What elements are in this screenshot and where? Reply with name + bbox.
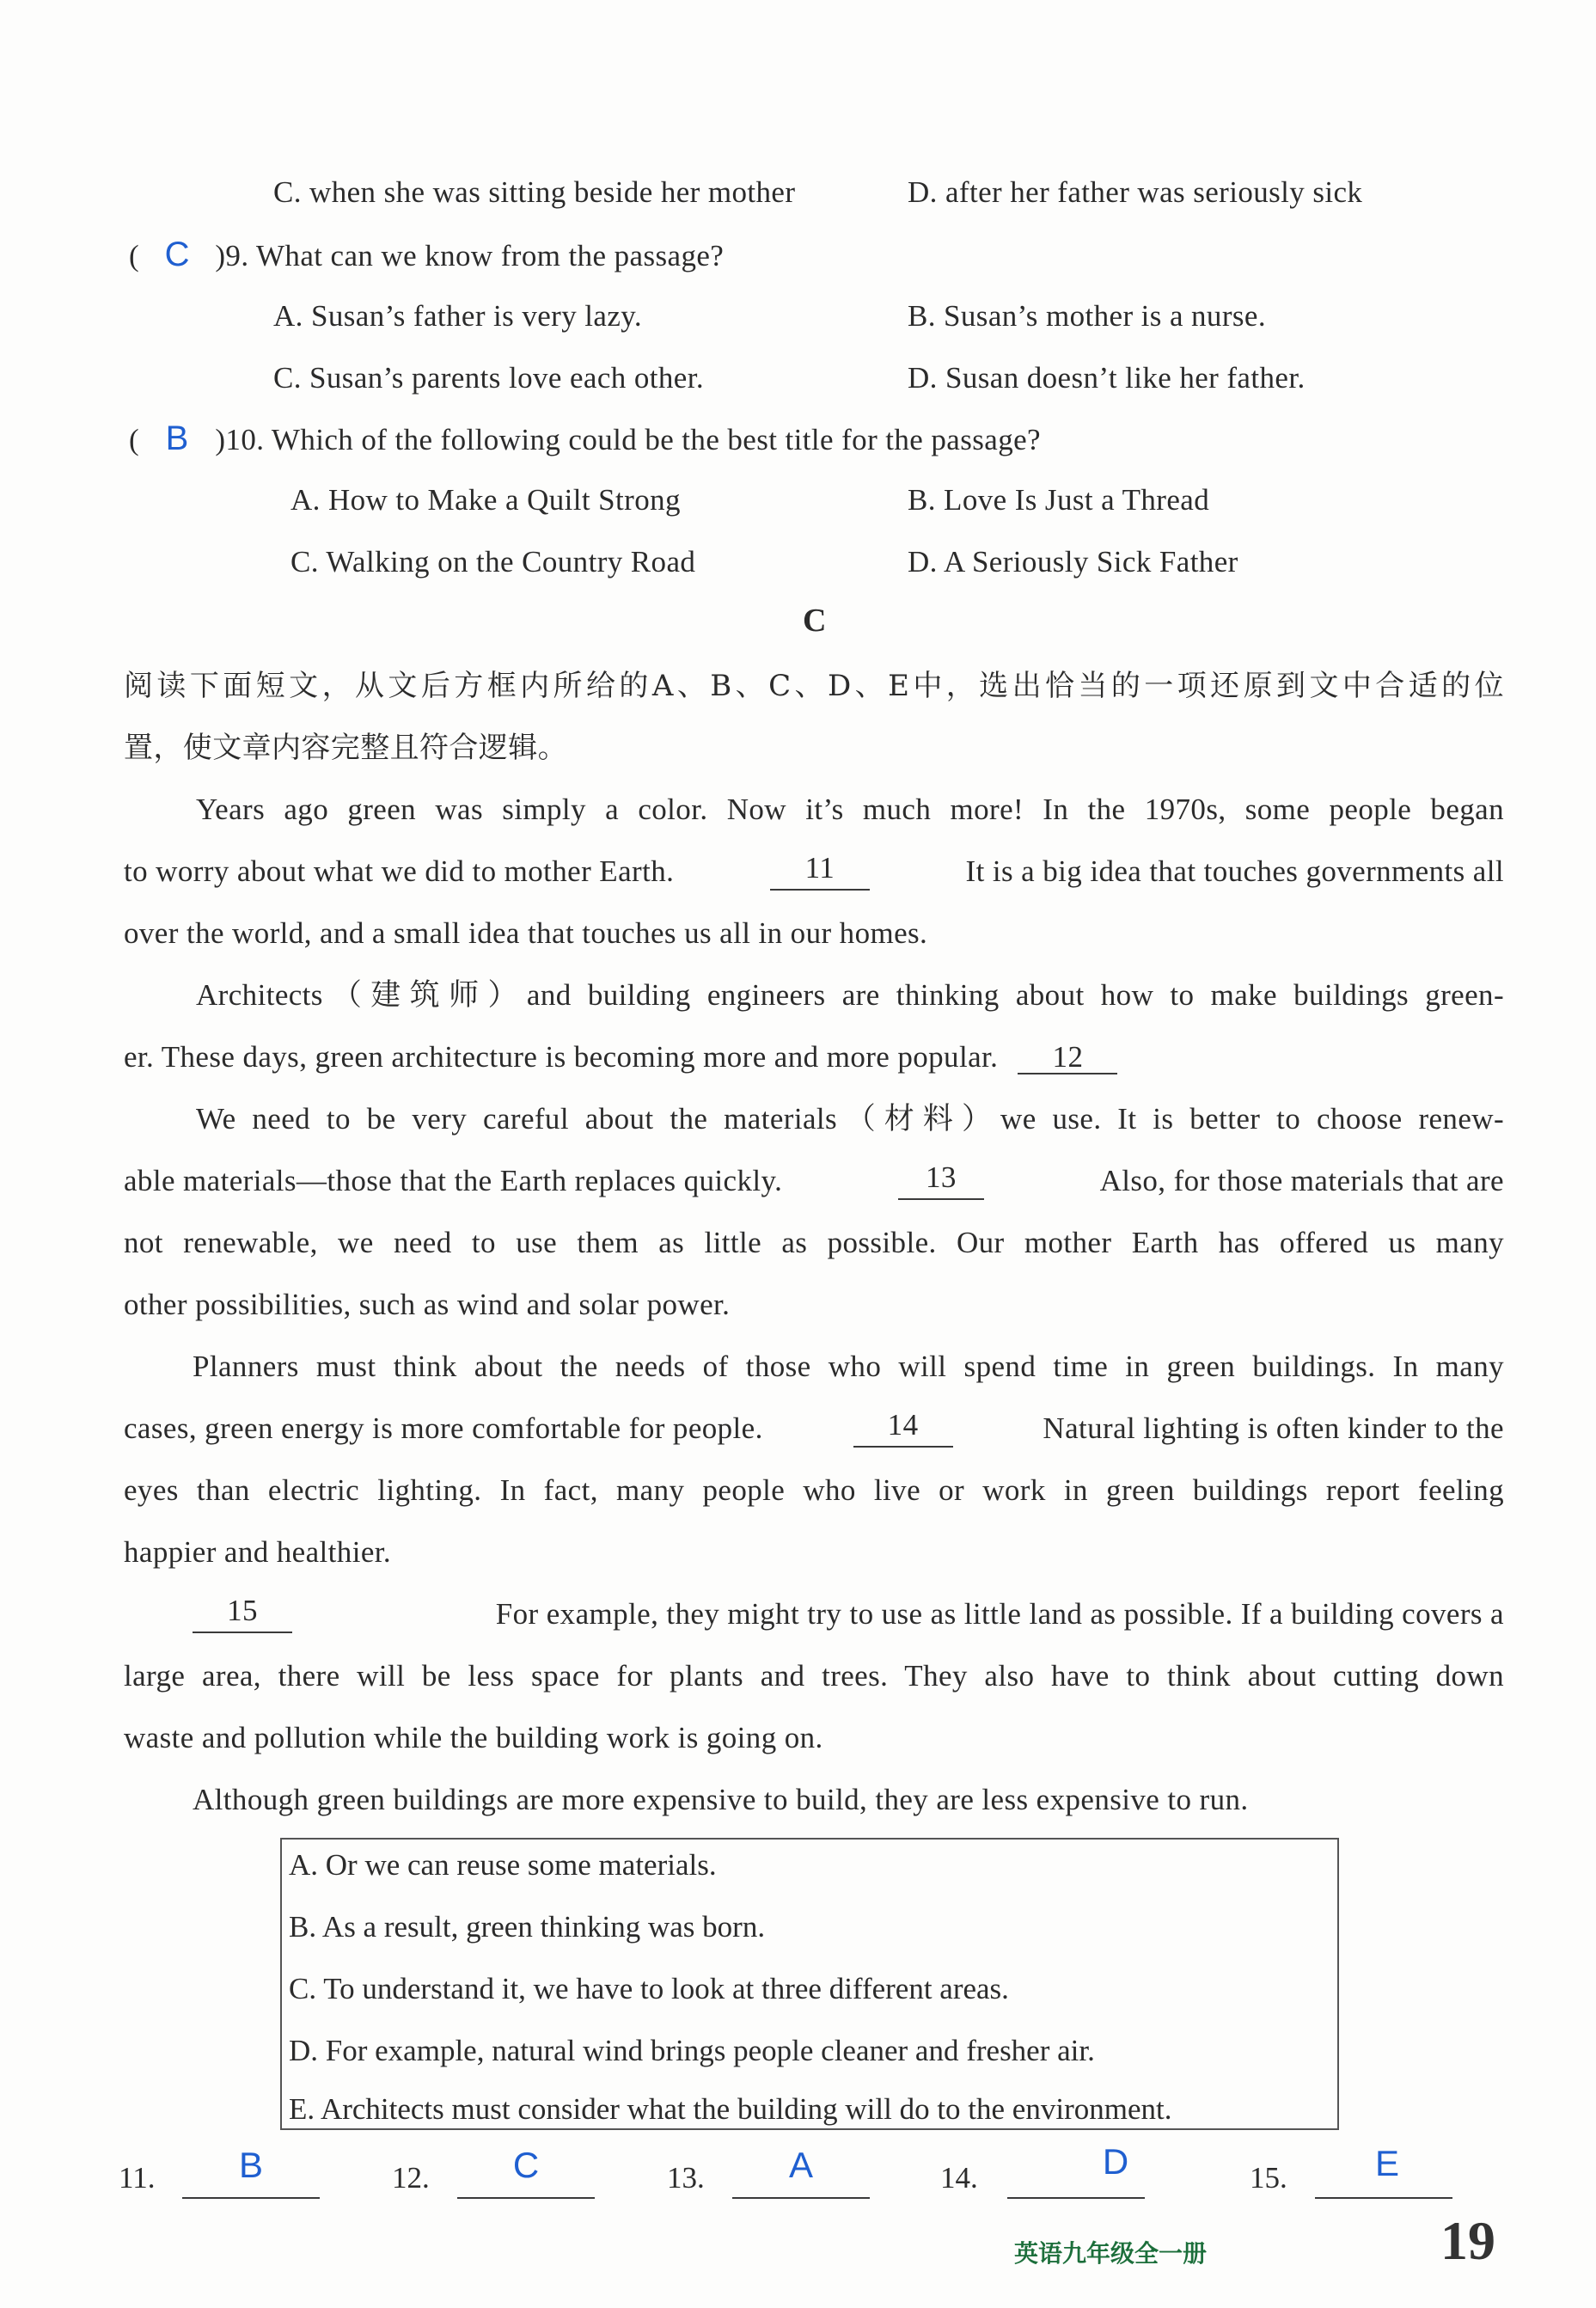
passage-p5-line1 bbox=[193, 1595, 1504, 1633]
passage-p1-line2 bbox=[124, 853, 1504, 891]
passage-text: to worry about what we did to mother Earth. bbox=[124, 854, 675, 888]
blank-15: 15 bbox=[193, 1595, 292, 1633]
q10-stem-line: ( B )10. Which of the following could be the best title for the passage? bbox=[129, 419, 1041, 457]
passage-p4-line1: Planners must think about the needs of those who will spend time in green buildings. In many bbox=[193, 1350, 1504, 1383]
q8-option-c: C. when she was sitting beside her mother bbox=[273, 175, 796, 209]
choice-b: B. As a result, green thinking was born. bbox=[289, 1910, 766, 1944]
answer-15-line bbox=[1315, 2197, 1452, 2199]
passage-p4-line2 bbox=[124, 1410, 1504, 1448]
choice-c: C. To understand it, we have to look at three different areas. bbox=[289, 1972, 1009, 2005]
passage-p5-line2: large area, there will be less space for plants and trees. They also have to think about cutting down bbox=[124, 1659, 1504, 1693]
q9-stem-line: ( C )9. What can we know from the passage? bbox=[129, 236, 725, 273]
answer-12-line bbox=[457, 2197, 595, 2199]
passage-p2-line1: Architects（建筑师）and building engineers are thinking about how to make buildings green- bbox=[196, 978, 1504, 1012]
blank-11: 11 bbox=[770, 853, 870, 891]
q9-option-b: B. Susan’s mother is a nurse. bbox=[908, 299, 1266, 333]
section-c-instruction-1: 阅读下面短文，从文后方框内所给的A、B、C、D、E中，选出恰当的一项还原到文中合适的位 bbox=[124, 669, 1504, 703]
passage-p3-line3: not renewable, we need to use them as little as possible. Our mother Earth has offered us many bbox=[124, 1226, 1504, 1259]
answer-13-value: A bbox=[788, 2145, 813, 2185]
passage-p3-line2 bbox=[124, 1162, 1504, 1200]
passage-p4-line4: happier and healthier. bbox=[124, 1535, 392, 1569]
passage-p3-line4: other possibilities, such as wind and solar power. bbox=[124, 1288, 731, 1321]
passage-p4-line3: eyes than electric lighting. In fact, many people who live or work in green buildings report feeling bbox=[124, 1473, 1504, 1507]
choice-a: A. Or we can reuse some materials. bbox=[289, 1848, 717, 1882]
answer-13-label: 13. bbox=[667, 2161, 705, 2195]
passage-p5-line3: waste and pollution while the building work is going on. bbox=[124, 1721, 823, 1754]
q10-option-a: A. How to Make a Quilt Strong bbox=[290, 483, 681, 517]
answer-12-label: 12. bbox=[392, 2161, 430, 2195]
q10-answer: B bbox=[165, 419, 189, 457]
passage-p3-line1: We need to be very careful about the materials（材料）we use. It is better to choose renew- bbox=[196, 1102, 1504, 1136]
q8-option-d: D. after her father was seriously sick bbox=[908, 175, 1363, 209]
passage-text: able materials—those that the Earth replaces quickly. bbox=[124, 1164, 783, 1197]
blank-13: 13 bbox=[898, 1162, 984, 1200]
answer-11-value: B bbox=[238, 2145, 263, 2185]
q10-stem: )10. Which of the following could be the best title for the passage? bbox=[215, 423, 1041, 456]
passage-p1-line1: Years ago green was simply a color. Now it’s much more! In the 1970s, some people began bbox=[196, 793, 1504, 826]
answer-14-value: D bbox=[1102, 2141, 1129, 2182]
passage-text: It is a big idea that touches governments all bbox=[965, 854, 1504, 888]
passage-p6-line1: Although green buildings are more expensive to build, they are less expensive to run. bbox=[193, 1783, 1249, 1816]
q9-option-d: D. Susan doesn’t like her father. bbox=[908, 361, 1306, 395]
q9-option-a: A. Susan’s father is very lazy. bbox=[273, 299, 643, 333]
answer-14-label: 14. bbox=[940, 2161, 978, 2195]
passage-text: Also, for those materials that are bbox=[1099, 1164, 1504, 1197]
choice-e: E. Architects must consider what the building will do to the environment. bbox=[289, 2092, 1172, 2126]
footer-book-title: 英语九年级全一册 bbox=[1014, 2239, 1208, 2268]
passage-text: For example, they might try to use as little land as possible. If a building covers a bbox=[495, 1597, 1504, 1631]
answer-15-label: 15. bbox=[1250, 2161, 1287, 2195]
passage-text: er. These days, green architecture is becoming more and more popular. bbox=[124, 1040, 999, 1074]
q10-option-c: C. Walking on the Country Road bbox=[290, 545, 696, 579]
passage-text: Natural lighting is often kinder to the bbox=[1043, 1411, 1504, 1445]
answer-13-line bbox=[732, 2197, 870, 2199]
passage-text: cases, green energy is more comfortable for people. bbox=[124, 1411, 763, 1445]
q9-answer: C bbox=[164, 236, 190, 273]
section-c-instruction-2: 置，使文章内容完整且符合逻辑。 bbox=[124, 731, 567, 765]
section-c-heading: C bbox=[803, 603, 827, 639]
q9-option-c: C. Susan’s parents love each other. bbox=[273, 361, 704, 395]
passage-p2-line2 bbox=[124, 1038, 1129, 1076]
page-number: 19 bbox=[1440, 2210, 1495, 2271]
q9-stem: )9. What can we know from the passage? bbox=[215, 239, 725, 272]
choice-d: D. For example, natural wind brings people cleaner and fresher air. bbox=[289, 2034, 1095, 2067]
q10-option-b: B. Love Is Just a Thread bbox=[908, 483, 1210, 517]
passage-p1-line3: over the world, and a small idea that touches us all in our homes. bbox=[124, 916, 928, 950]
blank-14: 14 bbox=[853, 1410, 953, 1448]
answer-15-value: E bbox=[1374, 2143, 1399, 2183]
answer-14-line bbox=[1007, 2197, 1145, 2199]
answer-11-label: 11. bbox=[119, 2161, 156, 2195]
answer-12-value: C bbox=[512, 2145, 540, 2185]
answer-11-line bbox=[182, 2197, 320, 2199]
blank-12: 12 bbox=[1018, 1042, 1117, 1074]
q10-option-d: D. A Seriously Sick Father bbox=[908, 545, 1238, 579]
